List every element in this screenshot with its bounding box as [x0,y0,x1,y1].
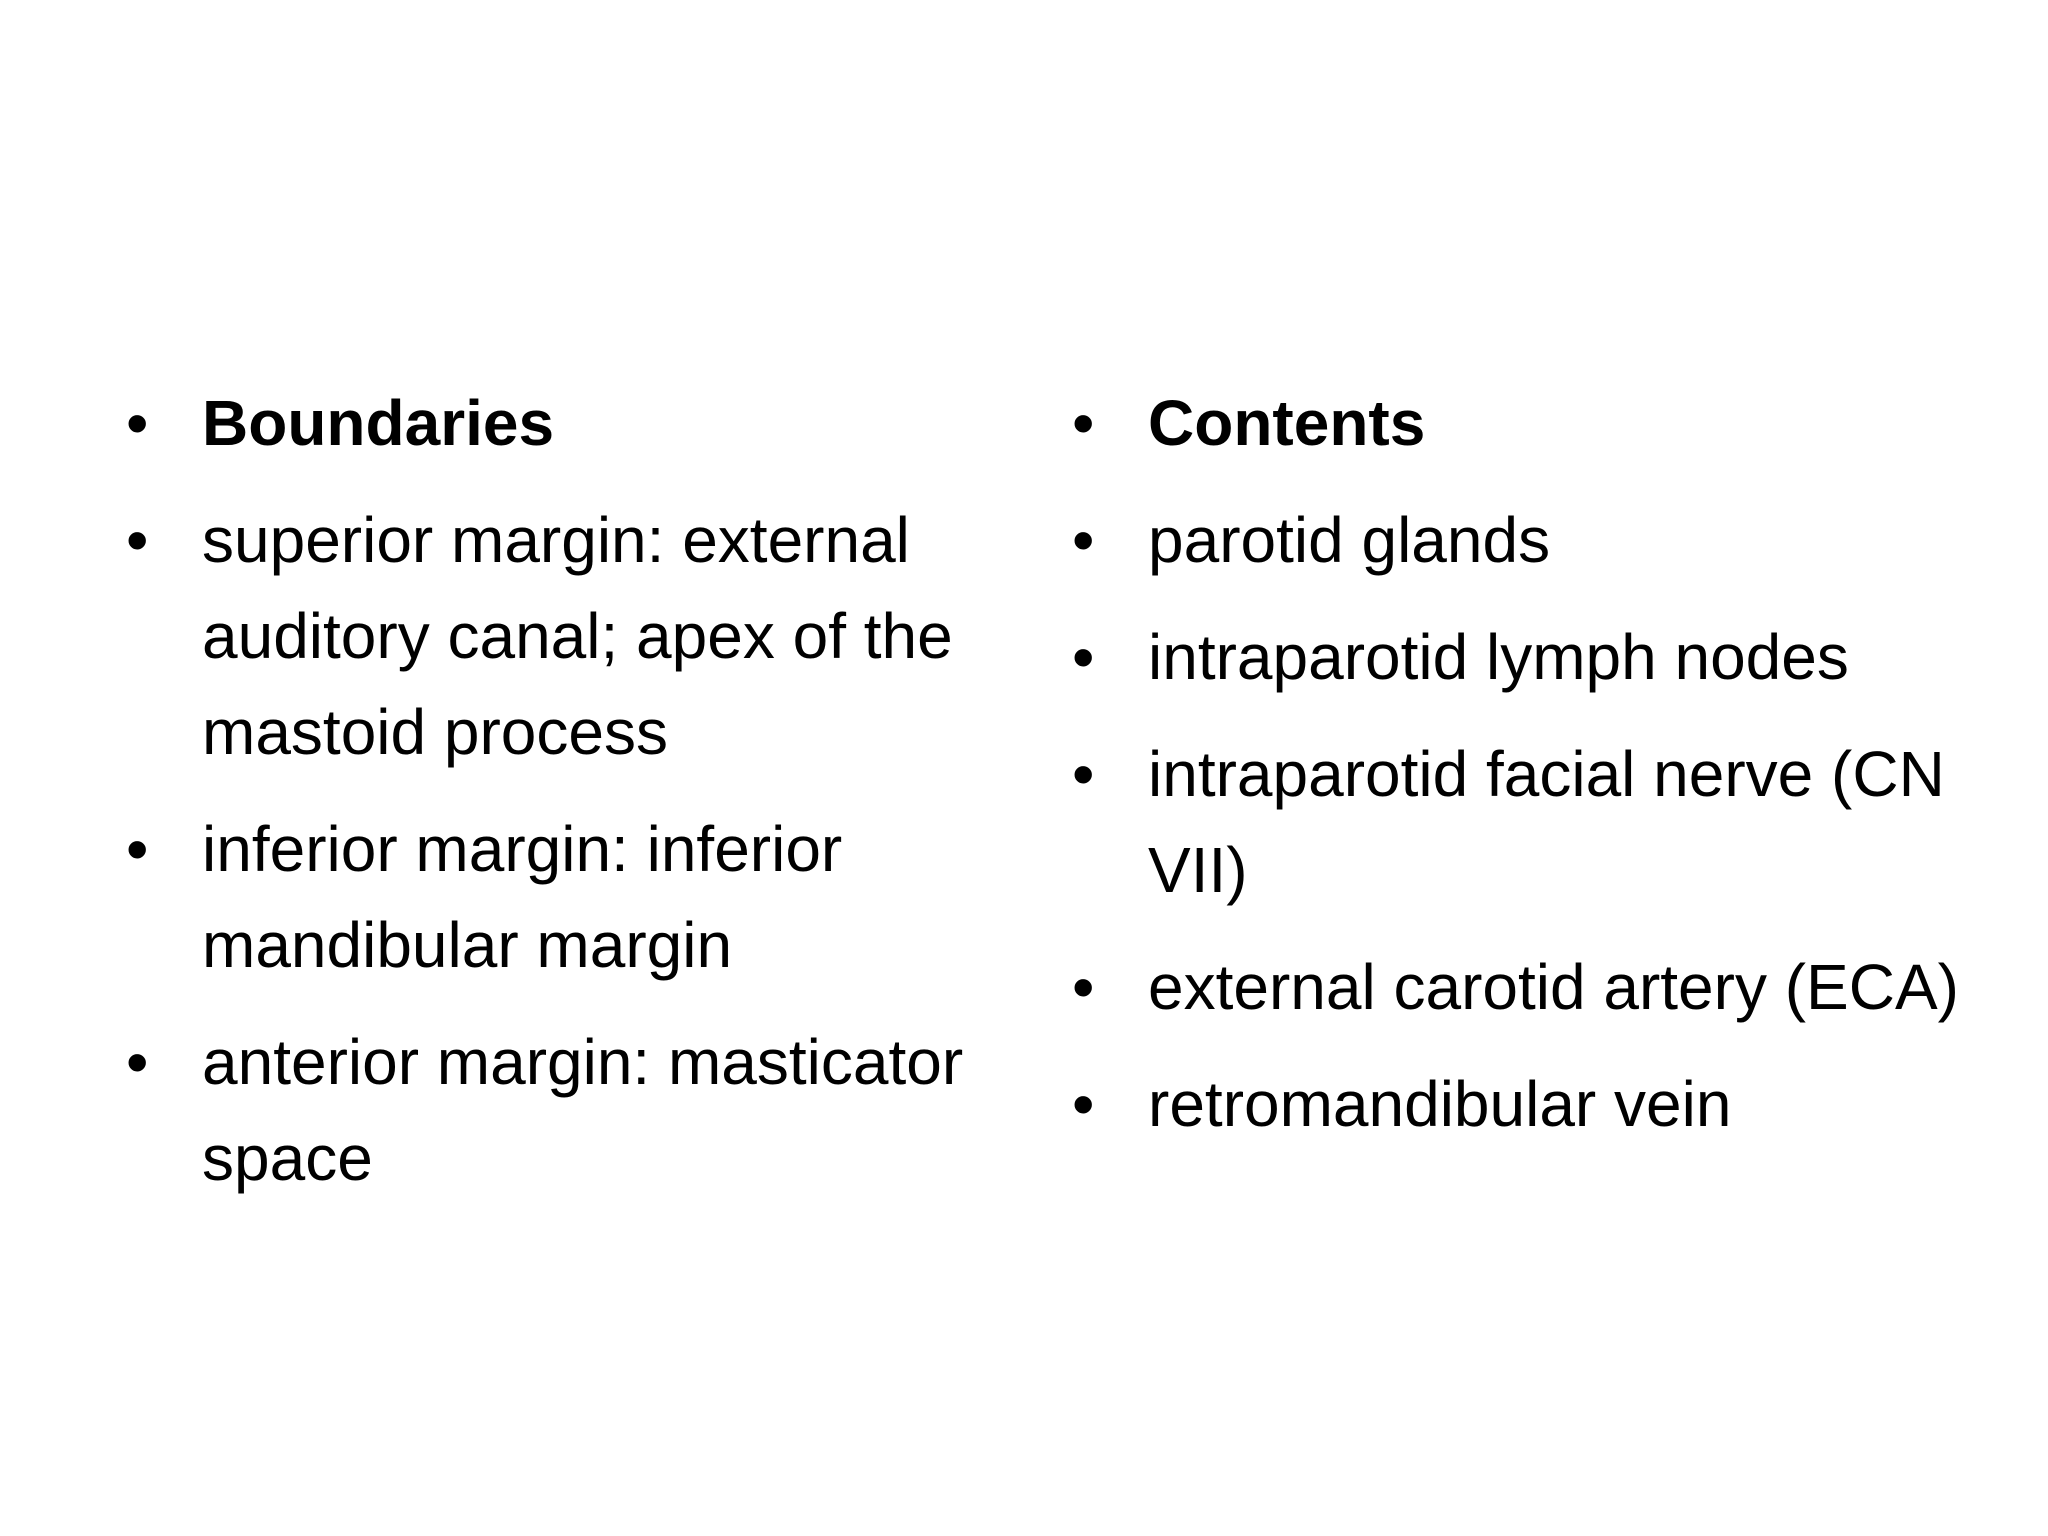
list-item [120,375,1000,471]
lymph-nodes-text: intraparotid lymph nodes [1148,621,1849,693]
bullet-icon: • [126,504,149,576]
bullet-icon: • [1072,621,1095,693]
contents-heading: Contents [1148,387,1426,459]
bullet-icon: • [1072,1068,1095,1140]
list-item [120,1014,1000,1206]
bullet-icon: • [1072,504,1095,576]
list-item [120,801,1000,993]
parotid-glands-text: parotid glands [1148,504,1551,576]
list-item [1066,939,1966,1035]
retromandibular-vein-text: retromandibular vein [1148,1068,1732,1140]
carotid-artery-text: external carotid artery (ECA) [1148,951,1959,1023]
anterior-margin-text: anterior margin: masticator space [202,1026,964,1194]
list-item [1066,726,1966,918]
bullet-icon: • [1072,738,1095,810]
bullet-icon: • [126,387,149,459]
list-item [1066,375,1966,471]
bullet-icon: • [1072,387,1095,459]
facial-nerve-text: intraparotid facial nerve (CN VII) [1148,738,1945,906]
list-item [1066,492,1966,588]
bullet-icon: • [1072,951,1095,1023]
contents-list [1066,375,1966,1173]
list-item [1066,609,1966,705]
bullet-icon: • [126,1026,149,1098]
list-item [120,492,1000,780]
bullet-icon: • [126,813,149,885]
boundaries-list [120,375,1000,1227]
superior-margin-text: superior margin: external auditory canal; apex of the mastoid process [202,504,953,768]
boundaries-heading: Boundaries [202,387,555,459]
inferior-margin-text: inferior margin: inferior mandibular margin [202,813,843,981]
list-item [1066,1056,1966,1152]
